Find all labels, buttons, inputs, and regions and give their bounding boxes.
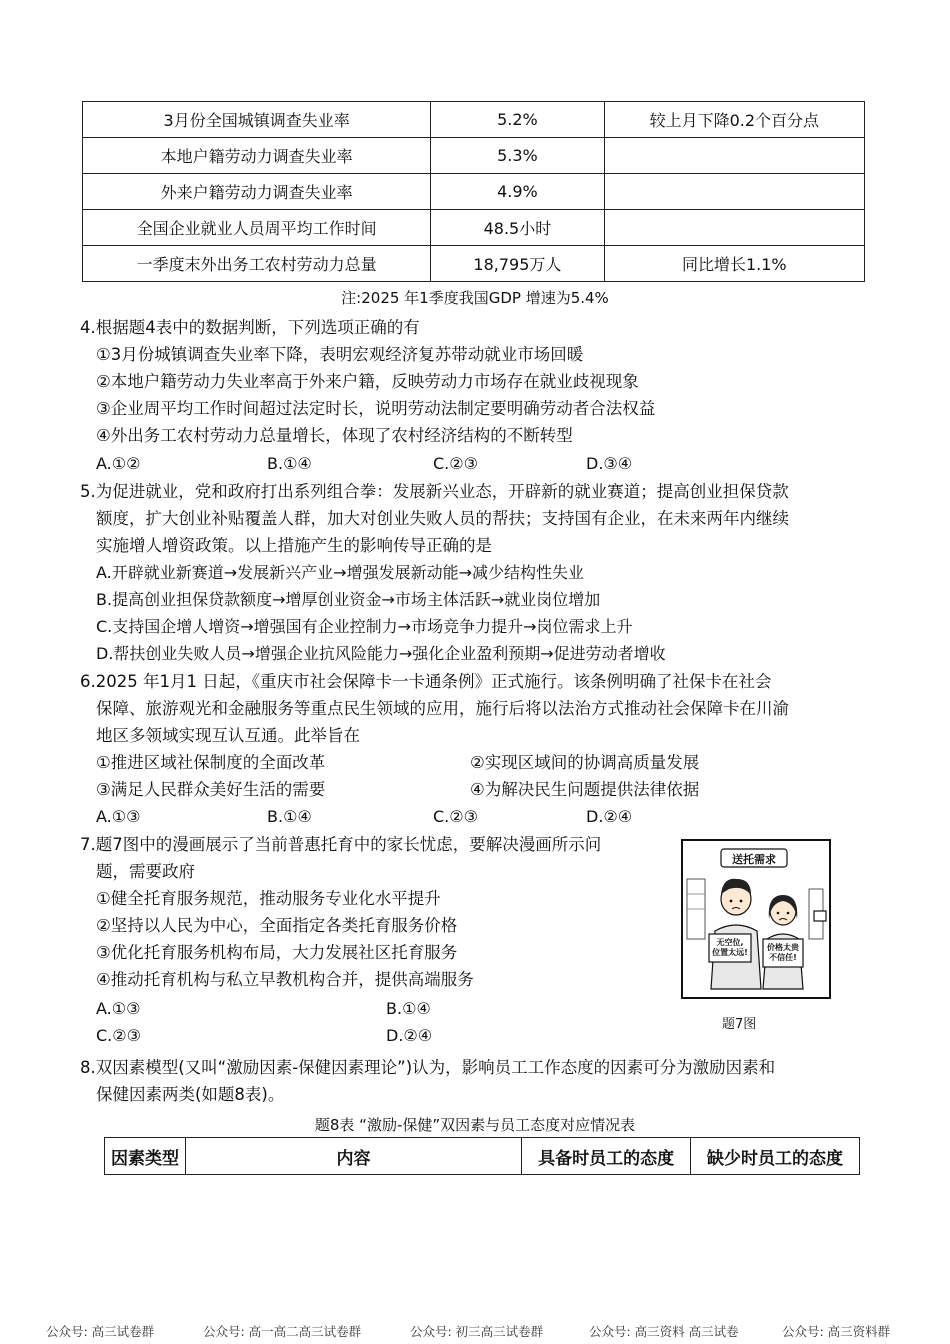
unemployment-table [82,101,865,282]
q4-option-b[interactable]: B.①④ [267,454,312,473]
table-header: 缺少时员工的态度 [691,1138,860,1175]
footer-text: 公众号: 高三资料 高三试卷 [589,1324,739,1339]
table-cell [604,174,864,210]
two-factor-table [104,1137,860,1175]
q8-table-title: 题8表 “激励-保健”双因素与员工态度对应情况表 [314,1116,636,1134]
q7-option-d[interactable]: D.②④ [386,1026,433,1045]
q5-option-c[interactable]: C.支持国企增人增资→增强国有企业控制力→市场竞争力提升→岗位需求上升 [96,617,633,636]
table-row [83,210,865,246]
q6-item: ④为解决民生问题提供法律依据 [470,780,700,799]
table-row [83,138,865,174]
cartoon-figure [681,839,831,999]
q6-item: ③满足人民群众美好生活的需要 [96,780,326,799]
cartoon-title: 送托需求 [732,853,776,866]
q6-stem-line: 保障、旅游观光和金融服务等重点民生领域的应用，施行后将以法治方式推动社会保障卡在川渝 [96,699,789,718]
q4-item: ②本地户籍劳动力失业率高于外来户籍，反映劳动力市场存在就业歧视现象 [96,372,639,391]
table-footnote: 注:2025 年1季度我国GDP 增速为5.4% [341,289,609,307]
table-cell: 外来户籍劳动力调查失业率 [83,174,431,210]
q6-option-c[interactable]: C.②③ [433,807,478,826]
q5-stem-line: 额度，扩大创业补贴覆盖人群，加大对创业失败人员的帮扶；支持国有企业，在未来两年内继续 [96,509,789,528]
q6-item: ②实现区域间的协调高质量发展 [470,753,700,772]
table-header-row [105,1138,860,1175]
figure-caption: 题7图 [722,1017,757,1032]
footer-text: 公众号: 高三试卷群 [46,1324,155,1339]
table-header: 内容 [185,1138,521,1175]
sign-text: 不信任! [769,953,797,962]
q4-option-a[interactable]: A.①② [96,454,141,473]
cartoon-sign-left [709,938,751,958]
q6-option-d[interactable]: D.②④ [586,807,633,826]
table-cell: 18,795万人 [431,246,604,282]
sign-text: 价格太贵 [767,943,799,952]
table-cell: 一季度末外出务工农村劳动力总量 [83,246,431,282]
q5-option-b[interactable]: B.提高创业担保贷款额度→增厚创业资金→市场主体活跃→就业岗位增加 [96,590,601,609]
footer-text: 公众号: 高一高二高三试卷群 [203,1324,362,1339]
q7-stem-line: 7.题7图中的漫画展示了当前普惠托育中的家长忧虑，要解决漫画所示问 [80,835,602,854]
q4-item: ①3月份城镇调查失业率下降，表明宏观经济复苏带动就业市场回暖 [96,345,584,364]
table-cell: 3月份全国城镇调查失业率 [83,102,431,138]
q6-option-a[interactable]: A.①③ [96,807,141,826]
table-header: 具备时员工的态度 [522,1138,691,1175]
q5-stem-line: 实施增人增资政策。以上措施产生的影响传导正确的是 [96,536,492,555]
q6-option-b[interactable]: B.①④ [267,807,312,826]
q7-option-a[interactable]: A.①③ [96,999,141,1018]
q6-stem-line: 6.2025 年1月1 日起，《重庆市社会保障卡一卡通条例》正式施行。该条例明确了社保卡在社会 [80,672,772,691]
table-cell: 较上月下降0.2个百分点 [604,102,864,138]
footer-text: 公众号: 初三高三试卷群 [410,1324,544,1339]
q8-stem-line: 8.双因素模型(又叫“激励因素-保健因素理论”)认为，影响员工工作态度的因素可分为激励因素和 [80,1058,776,1077]
table-row [83,174,865,210]
q5-option-d[interactable]: D.帮扶创业失败人员→增强企业抗风险能力→强化企业盈利预期→促进劳动者增收 [96,644,666,663]
q8-stem-line: 保健因素两类(如题8表)。 [96,1085,285,1104]
table-cell: 48.5小时 [431,210,604,246]
q7-item: ②坚持以人民为中心，全面指定各类托育服务价格 [96,916,458,935]
sign-text: 位置太远! [712,948,748,957]
footer-text: 公众号: 高三资料群 [782,1324,891,1339]
q7-stem-line: 题，需要政府 [96,862,195,881]
q6-item: ①推进区域社保制度的全面改革 [96,753,326,772]
q4-item: ③企业周平均工作时间超过法定时长，说明劳动法制定要明确劳动者合法权益 [96,399,656,418]
sign-text: 无空位, [716,938,744,947]
q5-stem-line: 5.为促进就业，党和政府打出系列组合拳：发展新兴业态，开辟新的就业赛道；提高创业担保贷款 [80,482,789,501]
table-cell: 全国企业就业人员周平均工作时间 [83,210,431,246]
q6-stem-line: 地区多领域实现互认互通。此举旨在 [96,726,360,745]
q4-option-c[interactable]: C.②③ [433,454,478,473]
q4-stem: 4.根据题4表中的数据判断，下列选项正确的有 [80,318,420,337]
table-row [83,102,865,138]
q7-item: ③优化托育服务机构布局，大力发展社区托育服务 [96,943,458,962]
table-cell [604,210,864,246]
cartoon-sign-right [763,943,803,963]
q4-option-d[interactable]: D.③④ [586,454,633,473]
table-cell: 本地户籍劳动力调查失业率 [83,138,431,174]
q7-option-b[interactable]: B.①④ [386,999,431,1018]
table-cell: 5.3% [431,138,604,174]
table-cell: 5.2% [431,102,604,138]
table-cell: 同比增长1.1% [604,246,864,282]
table-header: 因素类型 [105,1138,186,1175]
table-row [83,246,865,282]
q7-option-c[interactable]: C.②③ [96,1026,141,1045]
table-cell [604,138,864,174]
q7-item: ④推动托育机构与私立早教机构合并，提供高端服务 [96,970,474,989]
table-cell: 4.9% [431,174,604,210]
q5-option-a[interactable]: A.开辟就业新赛道→发展新兴产业→增强发展新动能→减少结构性失业 [96,563,584,582]
q4-item: ④外出务工农村劳动力总量增长，体现了农村经济结构的不断转型 [96,426,573,445]
q7-item: ①健全托育服务规范，推动服务专业化水平提升 [96,889,441,908]
